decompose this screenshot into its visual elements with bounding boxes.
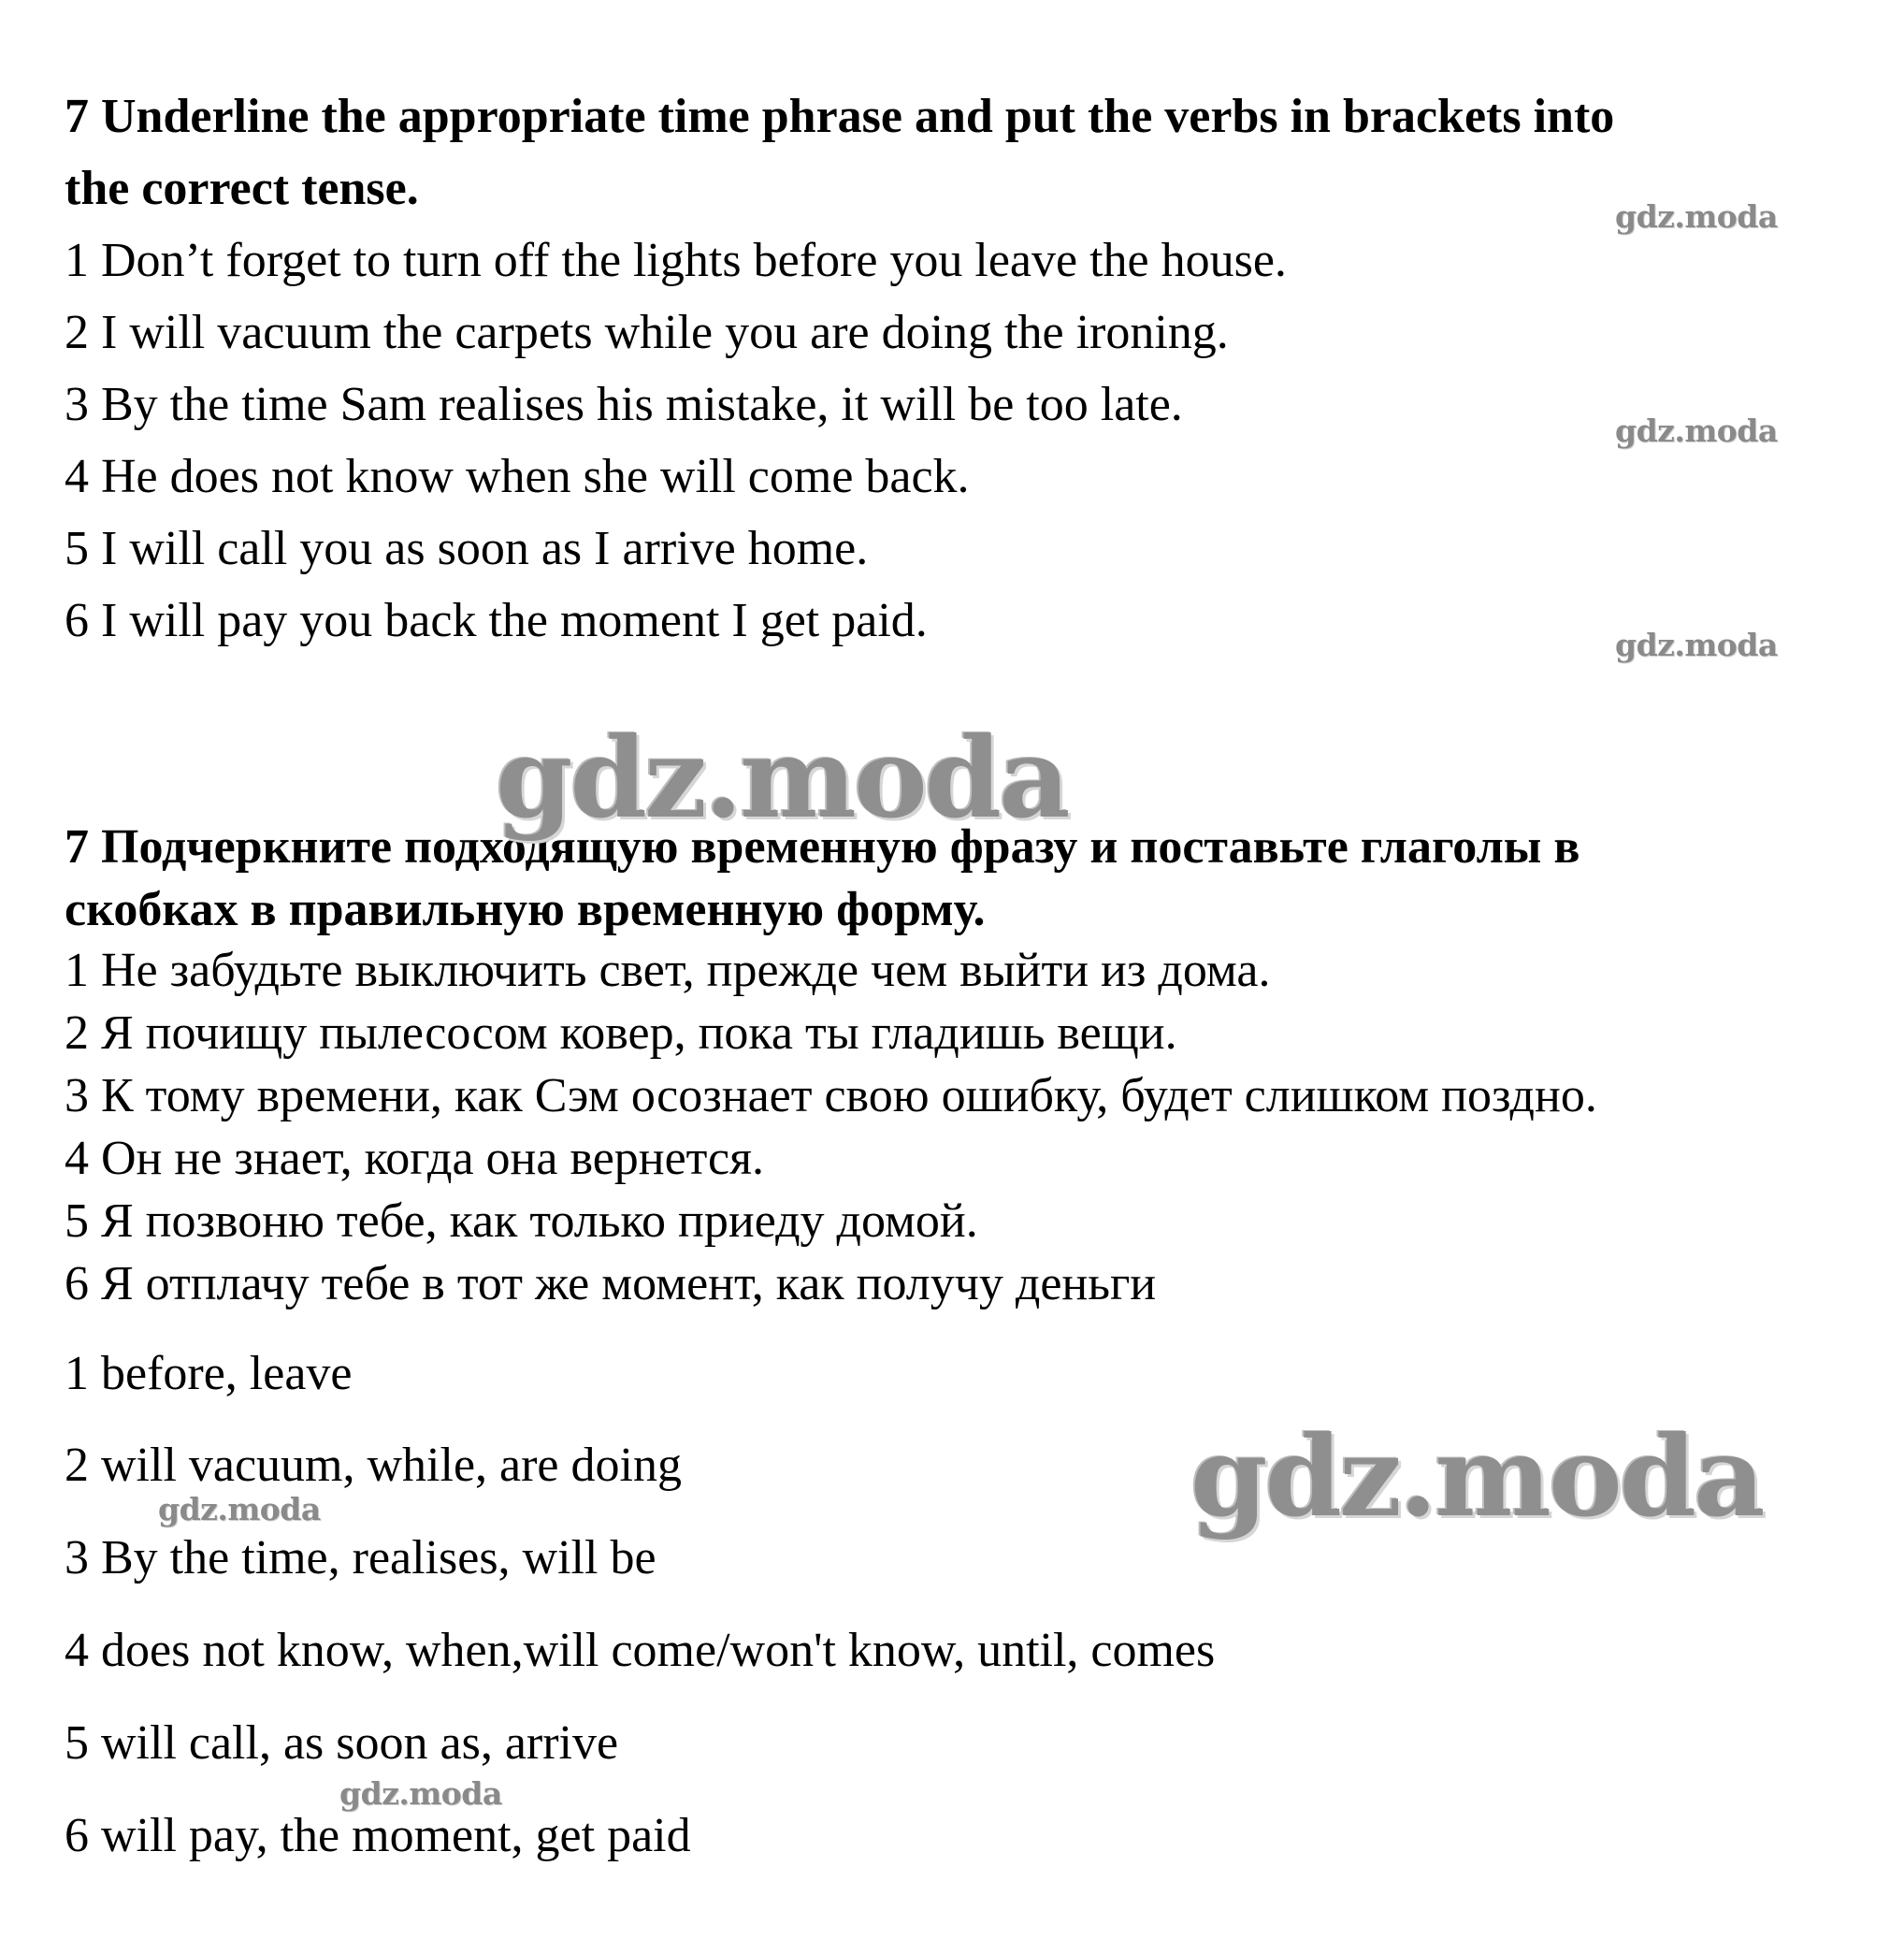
english-sentence-3: 3 By the time Sam realises his mistake, it will be too late. [65, 378, 1183, 431]
watermark-small: gdz.moda [158, 1491, 321, 1527]
russian-sentence-4: 4 Он не знает, когда она вернется. [65, 1132, 765, 1185]
watermark-small: gdz.moda [1615, 198, 1778, 235]
watermark-small: gdz.moda [339, 1775, 502, 1812]
answer-1: 1 before, leave [65, 1347, 353, 1400]
russian-sentence-5: 5 Я позвоню тебе, как только приеду домой. [65, 1194, 978, 1248]
russian-sentence-1: 1 Не забудьте выключить свет, прежде чем выйти из дома. [65, 944, 1271, 997]
watermark-small: gdz.moda [1615, 627, 1778, 663]
russian-heading-line-1: 7 Подчеркните подходящую временную фразу и поставьте глаголы в [65, 820, 1580, 874]
watermark-large: gdz.moda [1190, 1411, 1763, 1541]
answer-2: 2 will vacuum, while, are doing [65, 1439, 682, 1492]
english-sentence-2: 2 I will vacuum the carpets while you are doing the ironing. [65, 306, 1229, 359]
english-sentence-4: 4 He does not know when she will come back. [65, 450, 970, 503]
answer-4: 4 does not know, when,will come/won't know, until, comes [65, 1624, 1216, 1677]
watermark-large: gdz.moda [496, 713, 1068, 843]
english-sentence-6: 6 I will pay you back the moment I get paid. [65, 594, 928, 647]
answer-6: 6 will pay, the moment, get paid [65, 1809, 691, 1862]
watermark-small: gdz.moda [1615, 412, 1778, 449]
answer-3: 3 By the time, realises, will be [65, 1531, 656, 1584]
russian-sentence-3: 3 К тому времени, как Сэм осознает свою ошибку, будет слишком поздно. [65, 1069, 1597, 1122]
english-heading-line-2: the correct tense. [65, 162, 419, 215]
russian-sentence-2: 2 Я почищу пылесосом ковер, пока ты гладишь вещи. [65, 1006, 1177, 1060]
english-heading-line-1: 7 Underline the appropriate time phrase and put the verbs in brackets into [65, 90, 1615, 143]
english-sentence-5: 5 I will call you as soon as I arrive home. [65, 522, 869, 575]
english-sentence-1: 1 Don’t forget to turn off the lights before you leave the house. [65, 234, 1287, 287]
answer-5: 5 will call, as soon as, arrive [65, 1716, 619, 1770]
russian-sentence-6: 6 Я отплачу тебе в тот же момент, как получу деньги [65, 1257, 1157, 1310]
russian-heading-line-2: скобках в правильную временную форму. [65, 883, 986, 936]
